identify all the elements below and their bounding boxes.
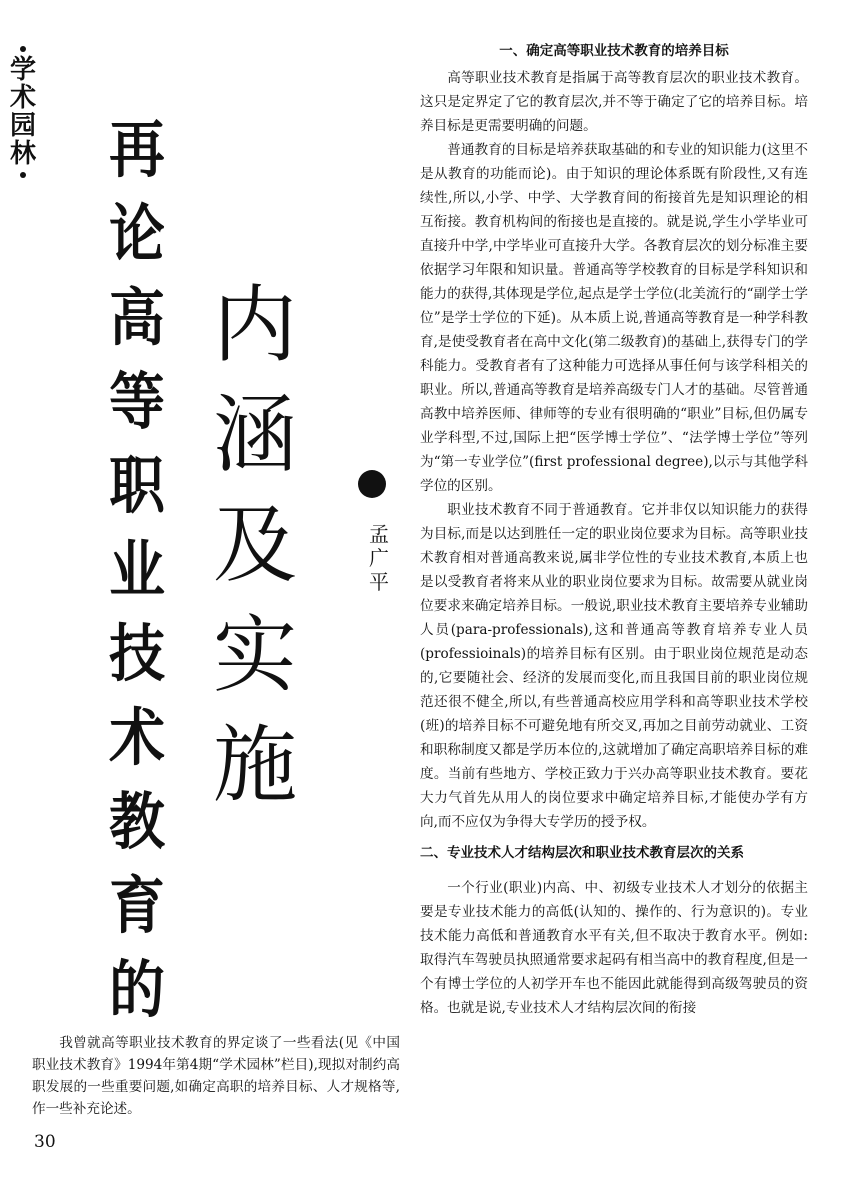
- author-char: 广: [369, 546, 389, 570]
- column-tag-char: 学: [9, 55, 36, 85]
- section-heading: 一、确定高等职业技术教育的培养目标: [499, 43, 729, 59]
- bullet-icon: [358, 470, 386, 498]
- page-number: 30: [34, 1132, 56, 1152]
- intro-paragraph: 我曾就高等职业技术教育的界定谈了一些看法(见《中国职业技术教育》1994年第4期“学术园林”栏目),现拟对制约高职发展的一些重要问题,如确定高职的培养目标、人才规格等,作一些补充论述。: [32, 1035, 400, 1117]
- article-subtitle: [205, 270, 305, 820]
- body-paragraph: 普通教育的目标是培养获取基础的和专业的知识能力(这里不是从教育的功能而论)。由于知识的理论体系既有阶段性,又有连续性,所以,小学、中学、大学教育间的衔接首先是知识理论的相互衔接。教育机构间的衔接也是直接的。就是说,学生小学毕业可直接升中学,中学毕业可直接升大学。各教育层次的划分标准主要依据学习年限和知识量。普通高等学校教育的目标是学科知识和能力的获得,其体现是学位,起点是学士学位(北美流行的“副学士学位”是学士学位的下延)。从本质上说,普通高等教育是一种学科教育,是使受教育者在高中文化(第二级教育)的基础上,获得专门的学科能力。受教育者有了这种能力可选择从事任何与该学科相关的职业。所以,普通高等教育是培养高级专门人才的基础。尽管普通高教中培养医师、律师等的专业有很明确的“职业”目标,但仍属专业学科型,不过,国际上把“医学博士学位”、“法学博士学位”等列为“第一专业学位”(first professional degree),以示与其他学科学位的区别。: [420, 142, 808, 494]
- article-body: [420, 40, 808, 1020]
- body-paragraph: 高等职业技术教育是指属于高等教育层次的职业技术教育。这只是定界定了它的教育层次,并不等于确定了它的培养目标。培养目标是更需要明确的问题。: [420, 70, 808, 134]
- title-char: 等: [109, 365, 165, 438]
- title-char: 业: [109, 533, 165, 606]
- dot-icon: [20, 172, 26, 178]
- subtitle-char: 实: [212, 606, 297, 704]
- subtitle-char: 内: [212, 276, 297, 374]
- author-name: [368, 522, 390, 594]
- article-title: [92, 108, 182, 1032]
- title-char: 论: [109, 197, 165, 270]
- title-char: 术: [109, 701, 165, 774]
- title-char: 教: [109, 785, 165, 858]
- title-char: 职: [109, 449, 165, 522]
- title-char: 高: [109, 281, 165, 354]
- title-char: 育: [109, 869, 165, 942]
- section-heading: 二、专业技术人才结构层次和职业技术教育层次的关系: [420, 845, 744, 861]
- column-tag: [6, 42, 40, 182]
- dot-icon: [20, 46, 26, 52]
- subtitle-char: 及: [212, 496, 297, 594]
- subtitle-char: 涵: [212, 386, 297, 484]
- column-tag-char: 术: [9, 83, 36, 113]
- column-tag-char: 林: [9, 139, 36, 169]
- author-char: 孟: [369, 522, 389, 546]
- column-tag-char: 园: [9, 111, 36, 141]
- title-char: 的: [109, 953, 165, 1026]
- subtitle-char: 施: [212, 716, 297, 814]
- body-paragraph: 一个行业(职业)内高、中、初级专业技术人才划分的依据主要是专业技术能力的高低(认知的、操作的、行为意识的)。专业技术能力高低和普通教育水平有关,但不取决于教育水平。例如:取得汽车驾驶员执照通常要求起码有相当高中的教育程度,但是一个有博士学位的人初学开车也不能因此就能得到高级驾驶员的资格。也就是说,专业技术人才结构层次间的衔接: [420, 880, 808, 1016]
- title-char: 再: [109, 113, 165, 186]
- body-paragraph: 职业技术教育不同于普通教育。它并非仅以知识能力的获得为目标,而是以达到胜任一定的职业岗位要求为目标。高等职业技术教育相对普通高教来说,属非学位性的专业技术教育,本质上也是以受教育者将来从业的职业岗位要求为目标。故需要从就业岗位要求来确定培养目标。一般说,职业技术教育主要培养专业辅助人员(para-professionals),这和普通高等教育培养专业人员(professioinals)的培养目标有区别。由于职业岗位规范是动态的,它要随社会、经济的发展而变化,而且我国目前的职业岗位规范还很不健全,所以,有些普通高校应用学科和高等职业技术学校(班)的培养目标不可避免地有所交叉,再加之目前劳动就业、工资和职称制度又都是学历本位的,这就增加了确定高职培养目标的难度。当前有些地方、学校正致力于兴办高等职业技术教育。要花大力气首先从用人的岗位要求中确定培养目标,才能使办学有方向,而不应仅为争得大专学历的授予权。: [420, 502, 808, 830]
- author-char: 平: [369, 570, 389, 594]
- title-char: 技: [109, 617, 165, 690]
